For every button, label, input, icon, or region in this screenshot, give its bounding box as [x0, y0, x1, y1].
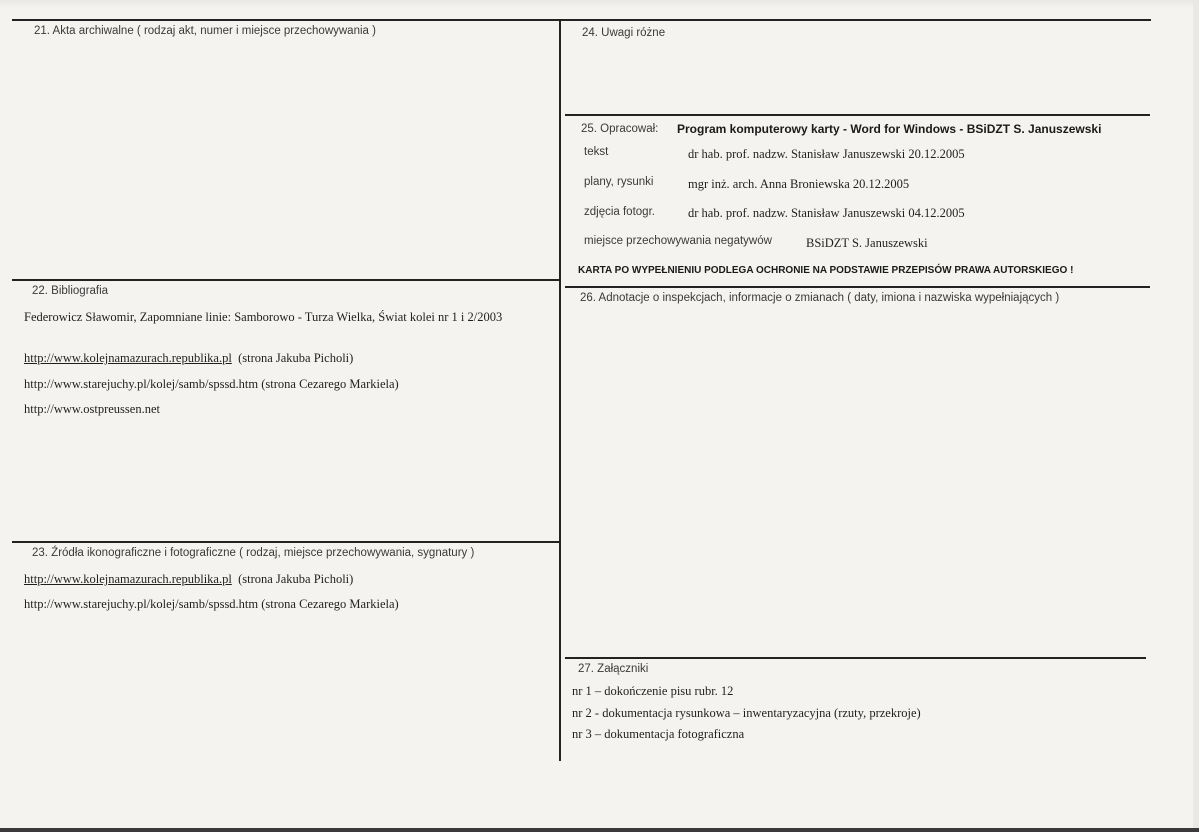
divider-24-25	[565, 114, 1150, 116]
section-21-title: 21. Akta archiwalne ( rodzaj akt, numer i miejsce przechowywania )	[34, 25, 376, 37]
attachment-1: nr 1 – dokończenie pisu rubr. 12	[572, 684, 734, 698]
bibliography-entry-1: Federowicz Sławomir, Zapomniane linie: Samborowo - Turza Wielka, Świat kolei nr 1 i 2/2003	[24, 310, 503, 324]
sources-entry-1	[24, 572, 353, 587]
divider-top	[12, 19, 1151, 21]
section-23-title: 23. Źródła ikonograficzne i fotograficzne ( rodzaj, miejsce przechowywania, sygnatury )	[32, 547, 475, 559]
author-row-photos-value: dr hab. prof. nadzw. Stanisław Januszewski 04.12.2005	[688, 206, 965, 220]
divider-25-26	[565, 286, 1150, 288]
author-row-negatives-label: miejsce przechowywania negatywów	[584, 235, 772, 247]
section-25-program: Program komputerowy karty - Word for Windows - BSiDZT S. Januszewski	[677, 122, 1102, 136]
paper-edge-right	[1193, 0, 1199, 832]
author-row-text-value: dr hab. prof. nadzw. Stanisław Januszewski 20.12.2005	[688, 147, 965, 161]
section-25-label: 25. Opracował:	[581, 123, 659, 135]
attachment-2: nr 2 - dokumentacja rysunkowa – inwentaryzacyjna (rzuty, przekroje)	[572, 706, 921, 720]
attachment-3: nr 3 – dokumentacja fotograficzna	[572, 727, 745, 741]
bibliography-entry-3: http://www.starejuchy.pl/kolej/samb/spssd.htm (strona Cezarego Markiela)	[24, 377, 399, 391]
sources-entry-2: http://www.starejuchy.pl/kolej/samb/spssd.htm (strona Cezarego Markiela)	[24, 597, 399, 611]
divider-26-27	[565, 657, 1146, 659]
sources-link-kolejnamazurach[interactable]: http://www.kolejnamazurach.republika.pl	[24, 572, 232, 586]
divider-center	[559, 19, 561, 761]
bibliography-entry-2	[24, 351, 353, 366]
divider-21-22	[12, 279, 560, 281]
author-row-negatives-value: BSiDZT S. Januszewski	[806, 236, 928, 250]
section-27-title: 27. Załączniki	[578, 663, 649, 675]
paper-edge-bottom	[0, 828, 1199, 832]
bibliography-link-kolejnamazurach[interactable]: http://www.kolejnamazurach.republika.pl	[24, 351, 232, 365]
author-row-plans-value: mgr inż. arch. Anna Broniewska 20.12.2005	[688, 177, 910, 191]
author-row-photos-label: zdjęcia fotogr.	[584, 206, 655, 218]
paper-edge-top	[0, 0, 1199, 8]
section-26-title: 26. Adnotacje o inspekcjach, informacje o zmianach ( daty, imiona i nazwiska wypełniających )	[580, 292, 1060, 304]
bibliography-entry-4: http://www.ostpreussen.net	[24, 402, 160, 416]
author-row-plans-label: plany, rysunki	[584, 176, 654, 188]
copyright-notice: KARTA PO WYPEŁNIENIU PODLEGA OCHRONIE NA PODSTAWIE PRZEPISÓW PRAWA AUTORSKIEGO !	[578, 265, 1074, 276]
section-24-title: 24. Uwagi różne	[582, 27, 666, 39]
sources-entry-1-note: (strona Jakuba Picholi)	[238, 572, 354, 586]
author-row-text-label: tekst	[584, 146, 609, 158]
bibliography-entry-2-note: (strona Jakuba Picholi)	[238, 351, 354, 365]
divider-22-23	[12, 541, 560, 543]
section-22-title: 22. Bibliografia	[32, 285, 109, 297]
